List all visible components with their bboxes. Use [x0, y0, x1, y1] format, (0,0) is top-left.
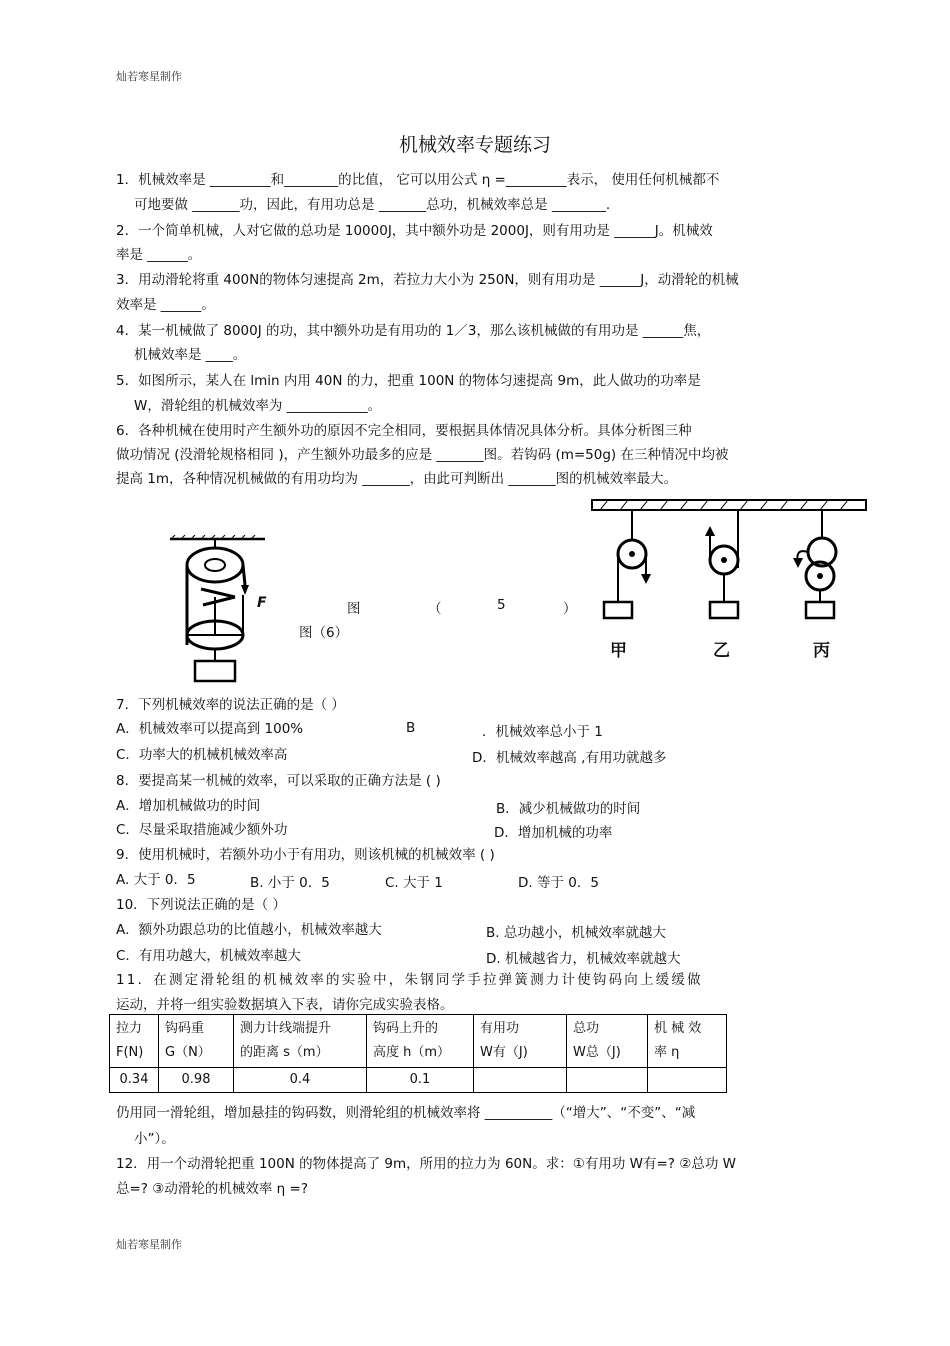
table-cell: 0.98 [159, 1068, 234, 1093]
q7-option-d: D．机械效率越高 ,有用功就越多 [472, 750, 667, 766]
label-jia: 甲 [610, 641, 627, 661]
q6-line1: 6．各种机械在使用时产生额外功的原因不完全相同，要根据具体情况具体分析。具体分析图三种 [116, 423, 692, 439]
three-pulleys-figure [590, 498, 870, 638]
fig5-caption-char: 图 [347, 601, 361, 617]
fig5-caption-char: 5 [497, 597, 506, 613]
q10-option-c: C．有用功越大，机械效率越大 [116, 948, 301, 964]
q5-line2: W，滑轮组的机械效率为 ____________。 [134, 398, 382, 414]
q8-option-d: D．增加机械的功率 [494, 825, 613, 841]
q7-option-c: C．功率大的机械机械效率高 [116, 747, 288, 763]
force-label: F [257, 595, 267, 611]
q7-option-a: A．机械效率可以提高到 100% [116, 721, 304, 737]
table-header-cell: 拉力 F(N) [110, 1015, 159, 1068]
q11-after2: 小”）。 [134, 1131, 175, 1147]
table-header-cell: 钩码上升的 高度 h（m） [367, 1015, 474, 1068]
footer-mark: 灿若寒星制作 [116, 1238, 182, 1251]
table-cell: 0.34 [110, 1068, 159, 1093]
q8-option-b: B．减少机械做功的时间 [496, 801, 641, 817]
q8-stem: 8．要提高某一机械的效率，可以采取的正确方法是 ( ) [116, 773, 441, 789]
q5-line1: 5．如图所示，某人在 lmin 内用 40N 的力，把重 100N 的物体匀速提高 9m，此人做功的功率是 [116, 373, 701, 389]
table-cell[interactable] [474, 1068, 567, 1093]
q12-line2: 总=? ③动滑轮的机械效率 η =? [116, 1181, 308, 1197]
table-cell[interactable] [567, 1068, 648, 1093]
q11-after1: 仍用同一滑轮组，增加悬挂的钩码数，则滑轮组的机械效率将 __________（“增大”、“不变”、“减 [116, 1105, 696, 1121]
q9-option-d: D. 等于 0．5 [518, 875, 599, 891]
q6-line2: 做功情况 (没滑轮规格相同 )，产生额外功最多的应是 _______图。若钩码 (m=50g) 在三种情况中均被 [116, 447, 729, 463]
q6-line3: 提高 1m，各种情况机械做的有用功均为 _______，由此可判断出 _______图的机械效率最大。 [116, 471, 678, 487]
experiment-table [109, 1014, 727, 1093]
fig6-caption: 图（6） [299, 625, 349, 641]
fig5-caption-char: ） [563, 601, 577, 617]
table-header-cell: 钩码重 G（N） [159, 1015, 234, 1068]
q3-line2: 效率是 ______。 [116, 297, 215, 313]
table-header-cell: 测力计线端提升 的距离 s（m） [234, 1015, 367, 1068]
q10-option-a: A．额外功跟总功的比值越小，机械效率越大 [116, 922, 382, 938]
q7-option-b: ．机械效率总小于 1 [482, 724, 603, 740]
label-yi: 乙 [713, 641, 730, 661]
table-cell[interactable] [648, 1068, 727, 1093]
fig5-caption-char: （ [428, 601, 442, 617]
pulley-block-figure [165, 535, 285, 685]
q4-line1: 4．某一机械做了 8000J 的功，其中额外功是有用功的 1／3，那么该机械做的有用功是 ______焦， [116, 323, 711, 339]
q8-option-c: C．尽量采取措施减少额外功 [116, 822, 288, 838]
q11-line1: 11．在测定滑轮组的机械效率的实验中，朱钢同学手拉弹簧测力计使钩码向上缓缓做 [116, 972, 703, 988]
q1-line1: 1．机械效率是 _________和________的比值， 它可以用公式 η =_________表示， 使用任何机械都不 [116, 172, 720, 188]
q10-stem: 10．下列说法正确的是（ ） [116, 897, 286, 913]
table-row [110, 1068, 727, 1093]
header-mark: 灿若寒星制作 [116, 70, 182, 83]
q10-option-d: D. 机械越省力，机械效率就越大 [486, 951, 681, 967]
q4-line2: 机械效率是 ____。 [134, 347, 247, 363]
table-header-cell: 总功 W总（J) [567, 1015, 648, 1068]
table-header-cell: 机 械 效 率 η [648, 1015, 727, 1068]
q11-line2: 运动，并将一组实验数据填入下表，请你完成实验表格。 [116, 997, 454, 1013]
table-cell: 0.1 [367, 1068, 474, 1093]
q7-option-b-letter: B [406, 720, 416, 736]
q2-line1: 2．一个简单机械，人对它做的总功是 10000J，其中额外功是 2000J，则有用功是 ______J。机械效 [116, 223, 713, 239]
label-bing: 丙 [813, 641, 830, 661]
table-header-cell: 有用功 W有（J) [474, 1015, 567, 1068]
q12-line1: 12．用一个动滑轮把重 100N 的物体提高了 9m，所用的拉力为 60N。求：①有用功 W有=? ②总功 W [116, 1156, 736, 1172]
q7-stem: 7．下列机械效率的说法正确的是（ ） [116, 697, 345, 713]
table-cell: 0.4 [234, 1068, 367, 1093]
q9-option-c: C. 大于 1 [385, 875, 443, 891]
q9-option-a: A. 大于 0．5 [116, 872, 196, 888]
page-title: 机械效率专题练习 [398, 134, 551, 156]
q3-line1: 3．用动滑轮将重 400N的物体匀速提高 2m，若拉力大小为 250N，则有用功是 ______J，动滑轮的机械 [116, 272, 739, 288]
q2-line2: 率是 ______。 [116, 247, 202, 263]
q8-option-a: A．增加机械做功的时间 [116, 798, 261, 814]
q10-option-b: B. 总功越小，机械效率就越大 [486, 925, 666, 941]
q1-line2: 可地要做 _______功，因此，有用功总是 _______总功，机械效率总是 ________. [134, 197, 611, 213]
q9-stem: 9．使用机械时，若额外功小于有用功，则该机械的机械效率 ( ) [116, 847, 495, 863]
q9-option-b: B. 小于 0．5 [250, 875, 330, 891]
